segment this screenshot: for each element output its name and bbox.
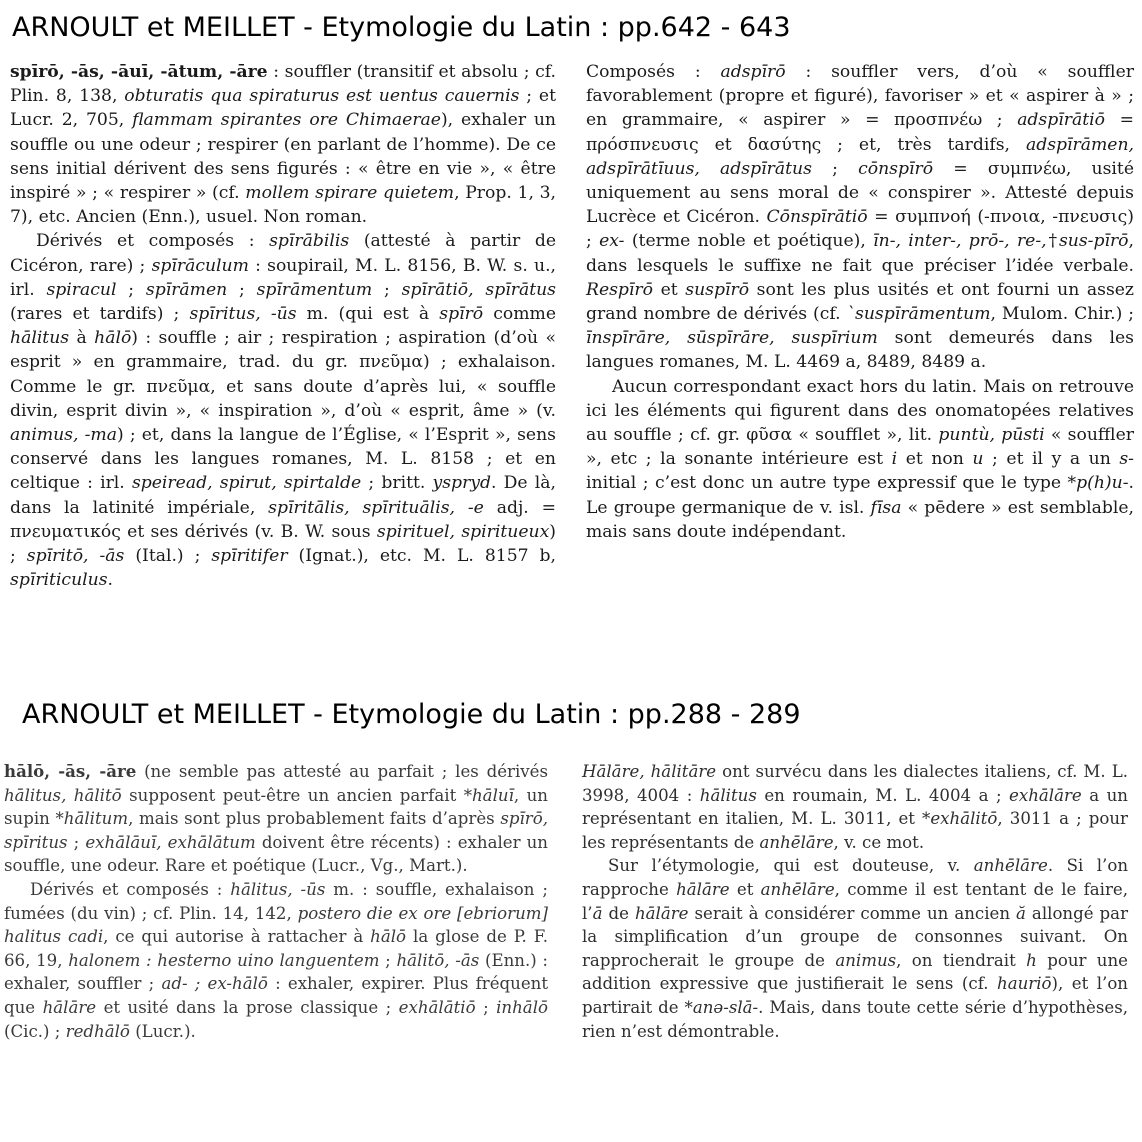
text-run: . Mais, dans toute cette série d’hypothèses, rien n’est démontrable. xyxy=(582,997,1129,1041)
text-run: (rares et tardifs) ; xyxy=(10,304,190,325)
text-run: (ne semble pas attesté au parfait ; les dérivés xyxy=(136,762,548,781)
text-run: . Le groupe germanique de v. isl. xyxy=(586,473,1134,518)
text-run: = πρόσπνευσις et δασύτης ; et, très tardifs, xyxy=(586,110,1134,155)
text-run: ; xyxy=(67,832,86,852)
text-run: , comme il est tentant de le faire, l’ xyxy=(582,879,1128,923)
text-run: (Ignat.), etc. M. L. 8157 b, xyxy=(287,546,556,567)
text-run: ad- ; ex-hālō xyxy=(161,974,268,994)
text-run: hālitus xyxy=(10,328,70,349)
text-run: hālāre xyxy=(676,879,730,899)
text-run: (Cic.) ; xyxy=(4,1021,66,1041)
text-run: doivent être récents) : exhaler un souffle, une odeur. Rare et poétique (Lucr., Vg., Mart.). xyxy=(4,832,548,876)
text-run: spīritus, -ūs xyxy=(189,304,297,325)
text-run: ; xyxy=(116,279,146,300)
text-run: . xyxy=(107,570,113,591)
text-run: īnspīrāre, sūspīrāre, suspīrium xyxy=(586,328,878,349)
text-run: . Si l’on rapproche xyxy=(582,856,1129,899)
text-run: ex- xyxy=(599,231,625,252)
text-run: serait à considérer comme un ancien xyxy=(688,903,1017,923)
text-run: supposent peut-être un ancien parfait * xyxy=(121,785,472,805)
text-run: `suspīrāmentum xyxy=(846,304,991,325)
text-run: spīrātiō, spīrātus xyxy=(401,279,557,300)
text-run: spīrō, spīritus xyxy=(4,809,548,852)
text-run: ā xyxy=(592,903,603,923)
text-run: ă xyxy=(1016,903,1026,923)
paragraph xyxy=(10,229,556,592)
text-run: : souffler vers, d’où « souffler favorablement (propre et figuré), favoriser » et « aspirer à » ; en grammaire, « aspirer » = προσπνέω ; xyxy=(586,62,1134,131)
text-run: halonem : hesterno uino languentem xyxy=(68,950,380,970)
text-run: īn-, inter-, prō-, re-, xyxy=(873,231,1047,252)
paragraph xyxy=(582,760,1128,854)
text-run: inhālō xyxy=(496,997,548,1017)
text-run: ; britt. xyxy=(361,473,433,494)
text-run: . De là, dans la latinité impériale, xyxy=(10,473,556,518)
text-run: sont les plus usités et ont fourni un assez grand nombre de dérivés (cf. xyxy=(586,279,1134,325)
text-run: m. : souffle, exhalaison ; fumées (du vin) ; cf. Plin. 14, 142, xyxy=(4,879,548,923)
text-run: spīrāculum xyxy=(151,255,249,276)
text-run: exhālitō xyxy=(930,809,998,829)
text-run: à xyxy=(69,328,95,349)
text-run: « souffler », etc ; la sonante intérieure est xyxy=(586,425,1134,470)
text-run: ; et il y a un xyxy=(983,449,1120,470)
text-run: ) : souffle ; air ; respiration ; aspiration (d’où « esprit » en grammaire, trad. du gr. πνεῦμα) ; exhalaison. Comme le gr. πνεῦμα, et sans doute d’après lui, « souffle divin, esprit divin », « inspiration », d’où « esprit, âme » (v. xyxy=(10,328,556,421)
text-run: exhālāuī, exhālātum xyxy=(85,832,256,852)
text-run: (Enn.) : exhaler, souffler ; xyxy=(4,950,549,994)
text-run: ), exhaler un souffle ou une odeur ; respirer (en parlant de l’homme). De ce sens initial dérivent des sens figurés : « être en vie », « être inspiré » ; « respirer » (cf. xyxy=(10,110,556,204)
text-run: pour une addition expressive que justifierait le sens (cf. xyxy=(582,950,1128,994)
text-run: hāluī xyxy=(472,785,514,805)
text-run: , mais sont plus probablement faits d’après xyxy=(128,809,501,829)
text-run: anhēlāre xyxy=(760,879,835,899)
text-run: hauriō xyxy=(997,974,1052,994)
text-run: et xyxy=(653,279,686,300)
text-run: exhālāre xyxy=(1009,785,1082,805)
text-run: ) ; xyxy=(10,521,556,567)
text-run: , on tiendrait xyxy=(896,950,1027,970)
text-run: hālitus, hālitō xyxy=(4,785,122,805)
text-run: spīriticulus xyxy=(10,570,108,591)
paragraph xyxy=(582,854,1128,1043)
text-run: spīritālis, spīrituālis, -e xyxy=(268,497,484,518)
text-run: hālitus xyxy=(699,785,757,805)
text-run: (Lucr.). xyxy=(129,1021,196,1041)
text-run: = συμπνοή (-πνοια, -πνευσις) ; xyxy=(586,207,1134,252)
text-run: et non xyxy=(897,449,973,470)
section-pp288-289 xyxy=(0,690,1142,1142)
text-run: s- xyxy=(1119,449,1134,470)
text-run: et xyxy=(729,879,761,899)
text-run: Cōnspīrātiō xyxy=(766,207,868,228)
text-run: mollem spirare quietem xyxy=(245,183,455,204)
text-run: p(h)u- xyxy=(1076,473,1129,494)
paragraph xyxy=(10,60,556,229)
text-run: : souffler (transitif et absolu ; cf. Plin. 8, 138, xyxy=(10,62,556,107)
text-run: ) ; et, dans la langue de l’Église, « l’Esprit », sens conservé dans les langues romanes, M. L. 8158 ; et en celtique : irl. xyxy=(10,425,556,494)
paragraph xyxy=(586,60,1134,375)
text-run: hālō xyxy=(370,927,407,947)
text-run: , un supin * xyxy=(4,785,548,829)
text-run: , Mulom. Chir.) ; xyxy=(990,304,1134,325)
text-run: , 3011 a ; pour les représentants de xyxy=(582,809,1128,852)
text-run: m. (qui est à xyxy=(296,304,440,325)
text-run: anə-slā- xyxy=(692,997,759,1017)
text-run: , ce qui autorise à rattacher à xyxy=(103,927,371,947)
text-run: fīsa xyxy=(870,497,902,518)
text-run: ; xyxy=(811,158,859,179)
text-run: spīrāmentum xyxy=(256,279,373,300)
text-run: h xyxy=(1026,950,1037,970)
text-run: , dans lesquels le suffixe ne fait que préciser l’idée verbale. xyxy=(586,231,1135,276)
column-right xyxy=(582,760,1128,1043)
text-run: hālāre xyxy=(634,903,689,923)
text-run: spirituel, spiritueux xyxy=(376,521,550,542)
text-run: Hālāre, hālitāre xyxy=(582,762,717,781)
text-run: adspīrātiō xyxy=(1017,110,1105,131)
text-run: spiracul xyxy=(46,279,117,300)
column-right xyxy=(586,60,1134,544)
text-run: , Prop. 1, 3, 7), etc. Ancien (Enn.), usuel. Non roman. xyxy=(10,183,556,228)
paragraph xyxy=(4,878,548,1043)
text-run: : exhaler, expirer. Plus fréquent que xyxy=(4,974,548,1017)
paragraph xyxy=(586,375,1134,544)
text-run: allongé par la simplification d’un groupe de consonnes suivant. On rapprocherait le groupe de xyxy=(582,903,1128,970)
text-run: hālitō, -ās xyxy=(396,950,480,970)
text-run: sont demeurés dans les langues romanes, M. L. 4469 a, 8489, 8489 a. xyxy=(586,328,1134,373)
text-run: : soupirail, M. L. 8156, B. W. s. u., irl. xyxy=(10,255,556,300)
text-run: hālāre xyxy=(42,997,97,1017)
text-run: = συμπνέω, usité uniquement au sens moral de « conspirer ». Attesté depuis Lucrèce et Cicéron. xyxy=(586,158,1135,228)
text-run: animus xyxy=(835,950,897,970)
text-run: comme xyxy=(483,304,557,325)
text-run: adspīrāmen, adspīrātīuus, adspīrātus xyxy=(586,134,1134,179)
paragraph xyxy=(4,760,548,878)
headword: hālō, -ās, -āre xyxy=(4,761,137,781)
text-run: Respīrō xyxy=(586,279,653,300)
text-run: anhēlāre xyxy=(973,856,1048,876)
text-run: exhālātiō xyxy=(398,997,476,1017)
column-left xyxy=(10,60,556,592)
text-run: (Ital.) ; xyxy=(124,546,212,567)
text-run: sus-pīrō xyxy=(1058,231,1129,252)
text-run: spīrāmen xyxy=(145,279,228,300)
text-run: u xyxy=(972,449,984,470)
text-run: spīrābilis xyxy=(269,231,350,252)
text-run: cōnspīrō xyxy=(858,158,934,179)
text-run: de xyxy=(602,903,635,923)
text-run: spīrō xyxy=(439,304,484,325)
text-run: hālō xyxy=(94,328,132,349)
text-run: Composés : xyxy=(586,62,721,82)
text-run: ; xyxy=(379,950,397,970)
text-run: hālitus, -ūs xyxy=(230,879,326,899)
text-run: spīritifer xyxy=(211,546,288,567)
text-run: « pēdere » est semblable, mais sans doute indépendant. xyxy=(586,497,1134,542)
text-run: (terme noble et poétique), xyxy=(624,231,874,252)
text-run: yspryd xyxy=(432,473,491,494)
text-run: en roumain, M. L. 4004 a ; xyxy=(756,785,1010,805)
text-run: anhēlāre xyxy=(759,832,834,852)
text-run: adj. = πνευματικός et ses dérivés (v. B. W. sous xyxy=(10,497,556,542)
text-run: flammam spirantes ore Chimaerae xyxy=(132,110,441,131)
headword: spīrō, -ās, -āuī, -ātum, -āre xyxy=(10,62,268,82)
text-run: speiread, spirut, spirtalde xyxy=(131,473,362,494)
text-run: initial ; c’est donc un autre type expressif que le type * xyxy=(586,473,1077,494)
text-run: hālitum xyxy=(63,809,129,829)
text-run: la glose de P. F. 66, 19, xyxy=(4,927,548,970)
text-run: i xyxy=(891,449,898,470)
text-run: suspīrō xyxy=(685,279,750,300)
text-run: ont survécu dans les dialectes italiens, cf. M. L. 3998, 4004 : xyxy=(582,762,1128,805)
text-run: Aucun correspondant exact hors du latin. Mais on retrouve ici les éléments qui figurent dans des onomatopées relatives au souffle ; cf. gr. φῦσα « soufflet », lit. xyxy=(586,376,1134,446)
text-run: (attesté à partir de Cicéron, rare) ; xyxy=(10,231,556,276)
text-run: ; et Lucr. 2, 705, xyxy=(10,86,556,131)
text-run: Dérivés et composés : xyxy=(30,879,231,899)
text-run: , v. ce mot. xyxy=(833,832,925,852)
text-run: animus, -ma xyxy=(10,425,117,446)
text-run: Sur l’étymologie, qui est douteuse, v. xyxy=(608,856,974,876)
text-run: redhālō xyxy=(65,1021,130,1041)
text-run: Dérivés et composés : xyxy=(36,231,270,252)
text-run: ), et l’on partirait de * xyxy=(582,974,1128,1017)
text-run: obturatis qua spiraturus est uentus cauernis xyxy=(124,86,520,107)
text-run: spīritō, -ās xyxy=(26,546,125,567)
text-run: postero die ex ore [ebriorum] halitus cadi xyxy=(4,903,548,947)
column-left xyxy=(4,760,548,1043)
text-run: ; xyxy=(475,997,497,1017)
section-title: ARNOULT et MEILLET - Etymologie du Latin : pp.288 - 289 xyxy=(22,699,801,730)
text-run: a un représentant en italien, M. L. 3011, et * xyxy=(582,785,1128,829)
text-run: adspīrō xyxy=(720,62,786,82)
text-run: † xyxy=(1046,231,1059,252)
section-title: ARNOULT et MEILLET - Etymologie du Latin : pp.642 - 643 xyxy=(12,12,791,43)
text-run: puntù, pūsti xyxy=(938,425,1045,446)
text-run: ; xyxy=(227,279,257,300)
text-run: et usité dans la prose classique ; xyxy=(96,997,399,1017)
text-run: ; xyxy=(372,279,402,300)
